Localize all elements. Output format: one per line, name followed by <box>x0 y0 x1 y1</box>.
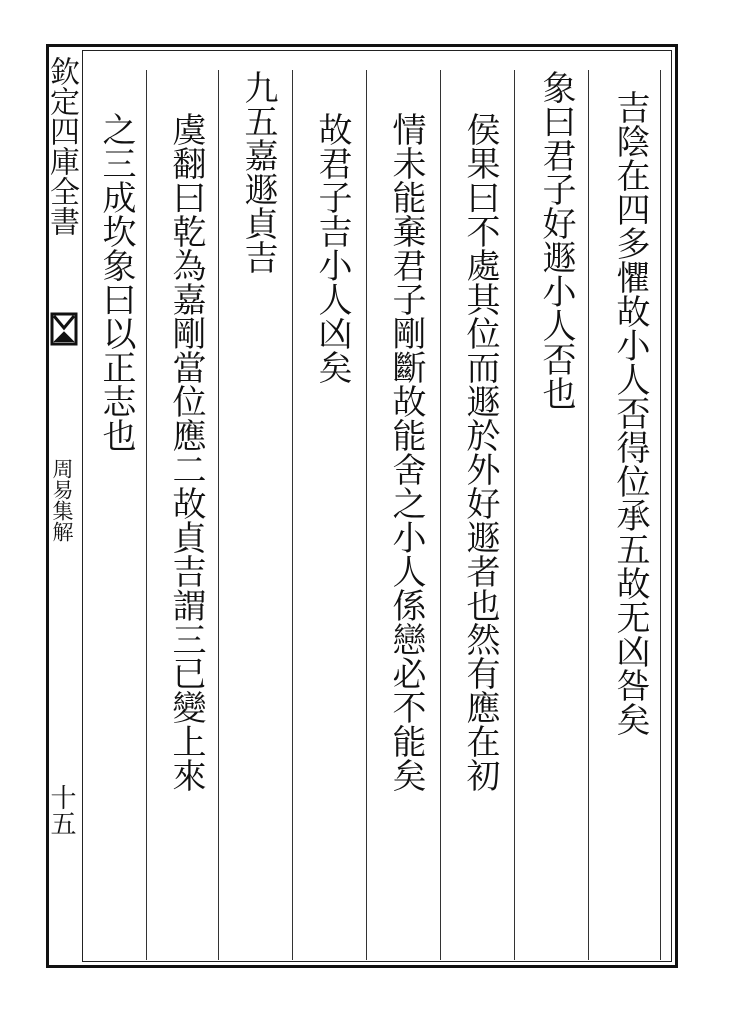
column-rule <box>218 70 219 960</box>
text-column-8: 之三成坎象曰以正志也 <box>96 112 136 452</box>
column-rule <box>588 70 589 960</box>
text-column-1: 吉陰在四多懼故小人否得位承五故无凶咎矣 <box>610 90 650 736</box>
text-column-5: 故君子吉小人凶矣 <box>312 112 352 384</box>
column-rule <box>660 70 661 960</box>
page-number: 十五 <box>46 784 76 836</box>
column-rule <box>514 70 515 960</box>
collection-title: 欽定四庫全書 <box>44 56 79 236</box>
book-title: 周易集解 <box>50 458 74 542</box>
text-column-4: 情未能棄君子剛斷故能舍之小人係戀必不能矣 <box>386 112 426 792</box>
text-column-2: 象曰君子好遯小人否也 <box>536 70 576 410</box>
column-rule <box>366 70 367 960</box>
text-column-3: 侯果曰不處其位而遯於外好遯者也然有應在初 <box>460 112 500 792</box>
fish-tail-mark-icon <box>50 312 78 346</box>
text-column-7: 虞翻曰乾為嘉剛當位應二故貞吉謂三已變上來 <box>166 112 206 792</box>
text-column-6: 九五嘉遯貞吉 <box>238 70 278 274</box>
column-rule <box>146 70 147 960</box>
column-rule <box>440 70 441 960</box>
column-rule <box>292 70 293 960</box>
